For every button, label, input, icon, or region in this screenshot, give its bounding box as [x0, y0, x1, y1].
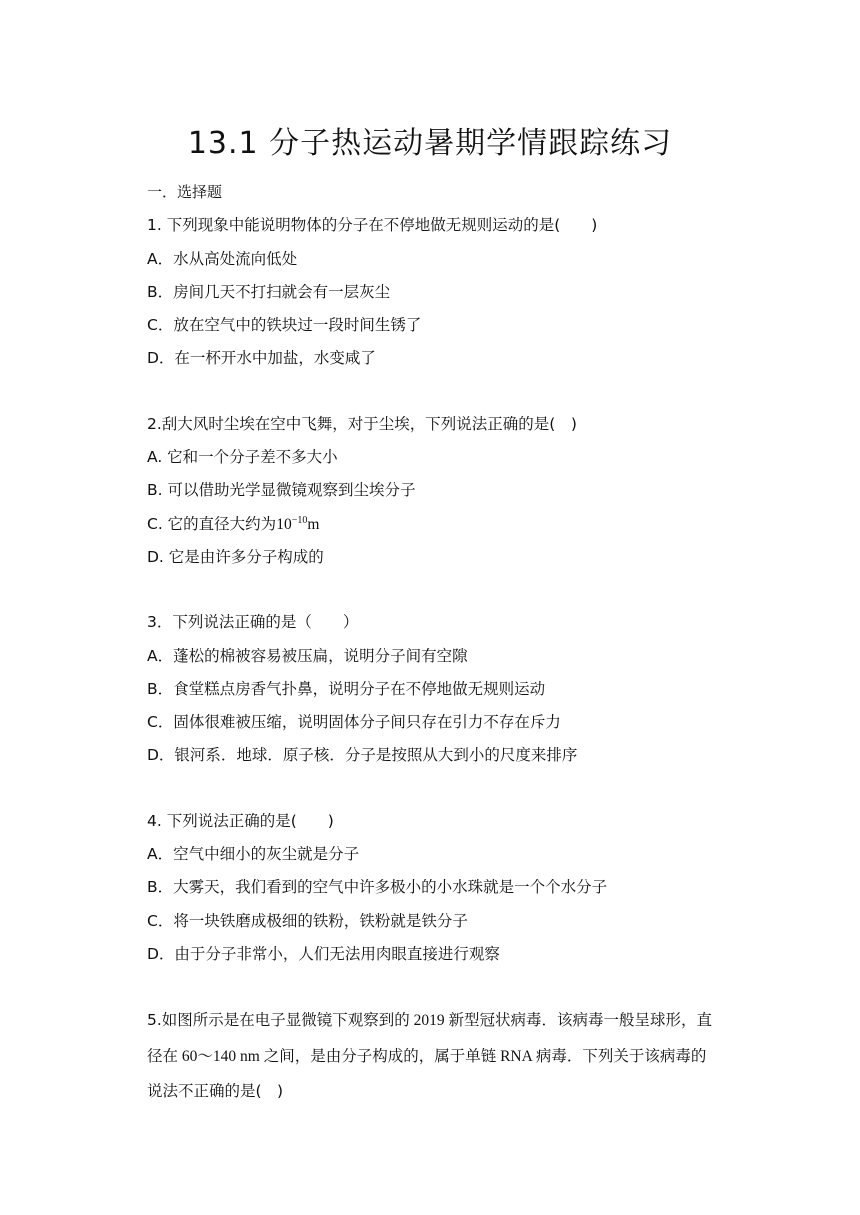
- question-2: [147, 408, 747, 574]
- option-c: C．固体很难被压缩，说明固体分子间只存在引力不存在斥力: [147, 713, 561, 732]
- question-stem: 1. 下列现象中能说明物体的分子在不停地做无规则运动的是( ): [147, 216, 598, 235]
- option-b: B．食堂糕点房香气扑鼻，说明分子在不停地做无规则运动: [147, 679, 546, 698]
- formula-exponent: −10: [291, 514, 308, 526]
- option-b: B．房间几天不打扫就会有一层灰尘: [147, 282, 391, 301]
- option-a: A．水从高处流向低处: [147, 249, 298, 268]
- option-a: A．空气中细小的灰尘就是分子: [147, 845, 360, 864]
- option-c: C．放在空气中的铁块过一段时间生锈了: [147, 316, 422, 335]
- option-c: [147, 508, 747, 541]
- formula-base: 10: [276, 515, 292, 533]
- q5-rna: RNA: [496, 1047, 536, 1065]
- question-4: [147, 805, 747, 971]
- question-list: [147, 176, 747, 1110]
- option-d: D．银河系．地球．原子核．分子是按照从大到小的尺度来排序: [147, 746, 578, 765]
- q5-text: 新型冠状病毒．该病毒一般呈球形，直径在: [147, 1011, 713, 1065]
- question-stem: 3．下列说法正确的是（ ）: [147, 613, 359, 632]
- option-c: C．将一块铁磨成极细的铁粉，铁粉就是铁分子: [147, 911, 468, 930]
- q5-year: 2019: [409, 1012, 449, 1030]
- formula-unit: m: [307, 515, 320, 533]
- option-b: B. 可以借助光学显微镜观察到尘埃分子: [147, 481, 416, 500]
- option-a: A．蓬松的棉被容易被压扁，说明分子间有空隙: [147, 646, 468, 665]
- question-3: [147, 606, 747, 772]
- option-d: D．在一杯开水中加盐，水变咸了: [147, 349, 376, 368]
- question-stem: 4. 下列说法正确的是( ): [147, 811, 334, 830]
- question-5: [147, 1003, 719, 1110]
- question-stem: 2.刮大风时尘埃在空中飞舞，对于尘埃，下列说法正确的是( ): [147, 414, 577, 433]
- option-c-text: C. 它的直径大约为: [147, 514, 277, 533]
- q5-text: 之间，是由分子构成的，属于单链: [263, 1046, 497, 1065]
- q5-size: 60～140 nm: [178, 1047, 264, 1065]
- section-heading: 一．选择题: [147, 183, 223, 201]
- option-d: D．由于分子非常小，人们无法用肉眼直接进行观察: [147, 944, 500, 963]
- option-d: D. 它是由许多分子构成的: [147, 547, 324, 566]
- q5-text: 5.如图所示是在电子显微镜下观察到的: [147, 1011, 410, 1030]
- question-1: [147, 209, 747, 375]
- page-title: 13.1 分子热运动暑期学情跟踪练习: [187, 126, 673, 161]
- option-b: B．大雾天，我们看到的空气中许多极小的小水珠就是一个个水分子: [147, 878, 608, 897]
- option-a: A. 它和一个分子差不多大小: [147, 448, 338, 467]
- q5-text: 病毒．下列关于该病毒的说法不正确的是( ): [147, 1046, 707, 1101]
